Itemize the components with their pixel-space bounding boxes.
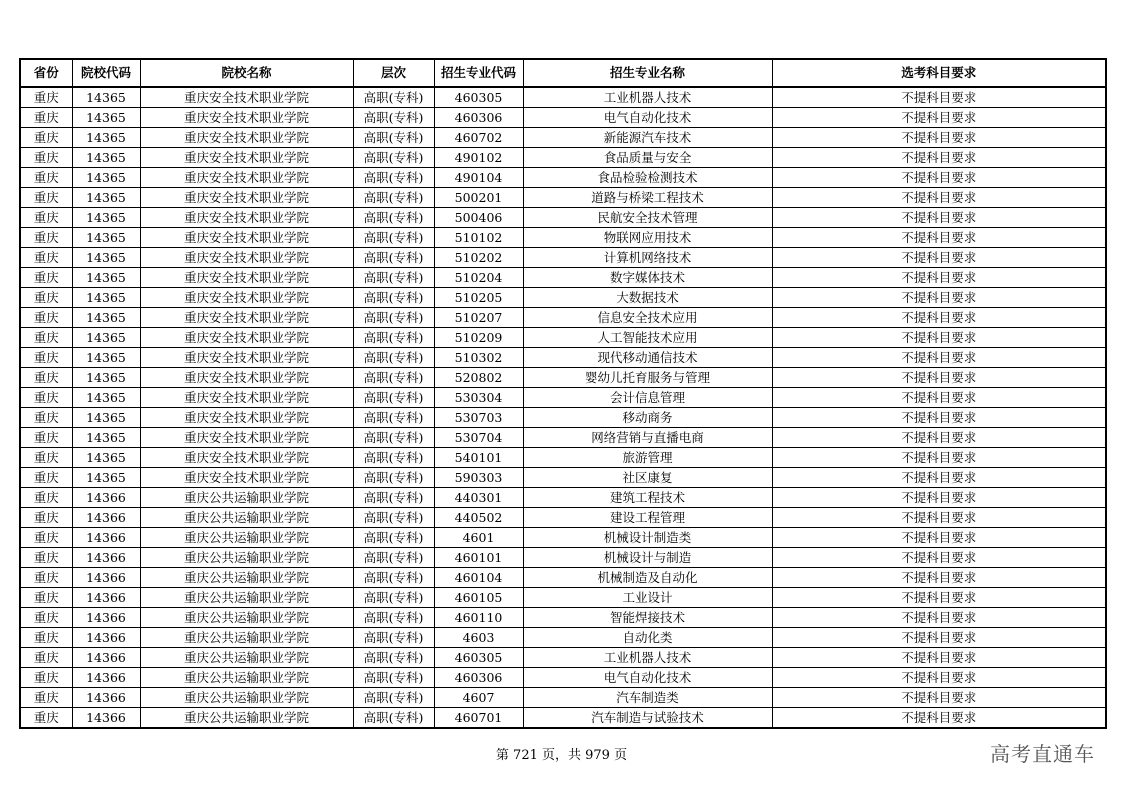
cell-school-code: 14365 (72, 468, 140, 488)
cell-school-name: 重庆公共运输职业学院 (140, 568, 353, 588)
table-row (20, 688, 1106, 708)
cell-school-code: 14365 (72, 148, 140, 168)
table-row (20, 488, 1106, 508)
cell-major-code: 460701 (434, 708, 523, 729)
cell-subject-requirement: 不提科目要求 (772, 308, 1106, 328)
cell-level: 高职(专科) (353, 268, 434, 288)
cell-major-code: 460305 (434, 648, 523, 668)
cell-major-code: 460105 (434, 588, 523, 608)
cell-major-name: 食品检验检测技术 (523, 168, 772, 188)
table-row (20, 308, 1106, 328)
cell-school-name: 重庆安全技术职业学院 (140, 168, 353, 188)
cell-subject-requirement: 不提科目要求 (772, 408, 1106, 428)
cell-province: 重庆 (20, 368, 72, 388)
cell-school-name: 重庆安全技术职业学院 (140, 408, 353, 428)
cell-major-name: 汽车制造与试验技术 (523, 708, 772, 729)
cell-school-name: 重庆安全技术职业学院 (140, 468, 353, 488)
header-row (20, 59, 1106, 87)
cell-major-code: 530304 (434, 388, 523, 408)
cell-major-code: 460104 (434, 568, 523, 588)
cell-major-name: 汽车制造类 (523, 688, 772, 708)
cell-major-code: 510209 (434, 328, 523, 348)
cell-province: 重庆 (20, 348, 72, 368)
table-row (20, 148, 1106, 168)
page-number: 第 721 页，共 979 页 (495, 748, 628, 763)
cell-major-name: 网络营销与直播电商 (523, 428, 772, 448)
cell-major-code: 440502 (434, 508, 523, 528)
table-body (20, 87, 1106, 728)
cell-school-name: 重庆公共运输职业学院 (140, 628, 353, 648)
cell-school-name: 重庆公共运输职业学院 (140, 668, 353, 688)
cell-school-code: 14365 (72, 108, 140, 128)
cell-major-code: 510205 (434, 288, 523, 308)
table-row (20, 668, 1106, 688)
cell-school-name: 重庆安全技术职业学院 (140, 448, 353, 468)
column-header-province: 省份 (20, 59, 72, 87)
cell-major-code: 460702 (434, 128, 523, 148)
cell-major-code: 490102 (434, 148, 523, 168)
table-row (20, 348, 1106, 368)
cell-province: 重庆 (20, 248, 72, 268)
cell-level: 高职(专科) (353, 87, 434, 108)
cell-school-code: 14365 (72, 188, 140, 208)
cell-level: 高职(专科) (353, 708, 434, 729)
cell-province: 重庆 (20, 87, 72, 108)
cell-province: 重庆 (20, 128, 72, 148)
cell-province: 重庆 (20, 308, 72, 328)
cell-major-name: 移动商务 (523, 408, 772, 428)
cell-subject-requirement: 不提科目要求 (772, 588, 1106, 608)
cell-province: 重庆 (20, 708, 72, 729)
cell-school-code: 14366 (72, 648, 140, 668)
cell-school-name: 重庆安全技术职业学院 (140, 128, 353, 148)
cell-major-name: 自动化类 (523, 628, 772, 648)
cell-level: 高职(专科) (353, 308, 434, 328)
cell-school-code: 14366 (72, 708, 140, 729)
table-row (20, 608, 1106, 628)
table-row (20, 708, 1106, 729)
cell-province: 重庆 (20, 608, 72, 628)
cell-major-code: 500201 (434, 188, 523, 208)
cell-major-code: 460110 (434, 608, 523, 628)
cell-province: 重庆 (20, 288, 72, 308)
column-header-school-name: 院校名称 (140, 59, 353, 87)
cell-subject-requirement: 不提科目要求 (772, 208, 1106, 228)
cell-major-code: 460306 (434, 108, 523, 128)
table-row (20, 288, 1106, 308)
cell-province: 重庆 (20, 488, 72, 508)
cell-subject-requirement: 不提科目要求 (772, 388, 1106, 408)
cell-school-code: 14365 (72, 428, 140, 448)
cell-major-code: 530704 (434, 428, 523, 448)
table-row (20, 568, 1106, 588)
cell-subject-requirement: 不提科目要求 (772, 708, 1106, 729)
cell-province: 重庆 (20, 208, 72, 228)
cell-subject-requirement: 不提科目要求 (772, 528, 1106, 548)
cell-subject-requirement: 不提科目要求 (772, 268, 1106, 288)
cell-major-code: 440301 (434, 488, 523, 508)
cell-province: 重庆 (20, 548, 72, 568)
cell-province: 重庆 (20, 528, 72, 548)
cell-major-name: 食品质量与安全 (523, 148, 772, 168)
table-row (20, 508, 1106, 528)
cell-major-name: 民航安全技术管理 (523, 208, 772, 228)
cell-subject-requirement: 不提科目要求 (772, 568, 1106, 588)
cell-major-code: 540101 (434, 448, 523, 468)
cell-subject-requirement: 不提科目要求 (772, 608, 1106, 628)
table-row (20, 87, 1106, 108)
table-row (20, 228, 1106, 248)
cell-major-code: 460101 (434, 548, 523, 568)
table-row (20, 648, 1106, 668)
table-row (20, 168, 1106, 188)
cell-province: 重庆 (20, 108, 72, 128)
cell-major-code: 510102 (434, 228, 523, 248)
cell-school-name: 重庆安全技术职业学院 (140, 108, 353, 128)
cell-major-name: 电气自动化技术 (523, 668, 772, 688)
table-row (20, 428, 1106, 448)
cell-level: 高职(专科) (353, 528, 434, 548)
cell-subject-requirement: 不提科目要求 (772, 288, 1106, 308)
cell-level: 高职(专科) (353, 348, 434, 368)
cell-major-name: 信息安全技术应用 (523, 308, 772, 328)
cell-province: 重庆 (20, 628, 72, 648)
cell-school-code: 14365 (72, 87, 140, 108)
cell-major-code: 460305 (434, 87, 523, 108)
cell-major-name: 大数据技术 (523, 288, 772, 308)
cell-school-code: 14366 (72, 488, 140, 508)
cell-province: 重庆 (20, 188, 72, 208)
cell-school-code: 14365 (72, 368, 140, 388)
cell-major-name: 智能焊接技术 (523, 608, 772, 628)
cell-major-name: 工业设计 (523, 588, 772, 608)
cell-school-code: 14365 (72, 348, 140, 368)
cell-major-code: 4607 (434, 688, 523, 708)
table-header (20, 59, 1106, 87)
cell-level: 高职(专科) (353, 448, 434, 468)
cell-major-name: 道路与桥梁工程技术 (523, 188, 772, 208)
table-row (20, 468, 1106, 488)
cell-level: 高职(专科) (353, 668, 434, 688)
column-header-subject-requirement: 选考科目要求 (772, 59, 1106, 87)
cell-school-code: 14365 (72, 268, 140, 288)
cell-school-code: 14366 (72, 668, 140, 688)
cell-level: 高职(专科) (353, 568, 434, 588)
table-row (20, 188, 1106, 208)
cell-major-name: 工业机器人技术 (523, 87, 772, 108)
column-header-level: 层次 (353, 59, 434, 87)
cell-major-code: 510202 (434, 248, 523, 268)
cell-school-code: 14365 (72, 408, 140, 428)
cell-subject-requirement: 不提科目要求 (772, 168, 1106, 188)
cell-level: 高职(专科) (353, 328, 434, 348)
cell-school-name: 重庆安全技术职业学院 (140, 328, 353, 348)
cell-level: 高职(专科) (353, 248, 434, 268)
cell-major-name: 现代移动通信技术 (523, 348, 772, 368)
cell-major-name: 会计信息管理 (523, 388, 772, 408)
cell-school-name: 重庆安全技术职业学院 (140, 308, 353, 328)
cell-level: 高职(专科) (353, 688, 434, 708)
cell-level: 高职(专科) (353, 388, 434, 408)
cell-school-code: 14365 (72, 168, 140, 188)
cell-school-code: 14366 (72, 628, 140, 648)
cell-school-code: 14365 (72, 328, 140, 348)
cell-level: 高职(专科) (353, 588, 434, 608)
cell-subject-requirement: 不提科目要求 (772, 488, 1106, 508)
column-header-school-code: 院校代码 (72, 59, 140, 87)
cell-school-name: 重庆公共运输职业学院 (140, 708, 353, 729)
cell-major-code: 510204 (434, 268, 523, 288)
cell-level: 高职(专科) (353, 168, 434, 188)
cell-major-code: 520802 (434, 368, 523, 388)
cell-province: 重庆 (20, 148, 72, 168)
cell-subject-requirement: 不提科目要求 (772, 328, 1106, 348)
column-header-major-code: 招生专业代码 (434, 59, 523, 87)
cell-level: 高职(专科) (353, 208, 434, 228)
cell-subject-requirement: 不提科目要求 (772, 668, 1106, 688)
cell-province: 重庆 (20, 168, 72, 188)
cell-school-code: 14366 (72, 688, 140, 708)
cell-province: 重庆 (20, 328, 72, 348)
cell-province: 重庆 (20, 668, 72, 688)
cell-subject-requirement: 不提科目要求 (772, 188, 1106, 208)
watermark-logo-text: 高考直通车 (990, 742, 1095, 766)
cell-major-name: 建筑工程技术 (523, 488, 772, 508)
cell-major-code: 500406 (434, 208, 523, 228)
cell-school-code: 14366 (72, 548, 140, 568)
cell-level: 高职(专科) (353, 408, 434, 428)
cell-school-code: 14366 (72, 608, 140, 628)
cell-school-name: 重庆公共运输职业学院 (140, 648, 353, 668)
cell-province: 重庆 (20, 268, 72, 288)
cell-school-name: 重庆安全技术职业学院 (140, 288, 353, 308)
cell-school-code: 14365 (72, 288, 140, 308)
cell-subject-requirement: 不提科目要求 (772, 228, 1106, 248)
cell-major-name: 婴幼儿托育服务与管理 (523, 368, 772, 388)
table-row (20, 328, 1106, 348)
cell-school-name: 重庆安全技术职业学院 (140, 388, 353, 408)
cell-major-name: 新能源汽车技术 (523, 128, 772, 148)
cell-school-code: 14365 (72, 388, 140, 408)
cell-major-name: 旅游管理 (523, 448, 772, 468)
cell-province: 重庆 (20, 648, 72, 668)
cell-province: 重庆 (20, 448, 72, 468)
cell-school-name: 重庆安全技术职业学院 (140, 428, 353, 448)
cell-school-name: 重庆安全技术职业学院 (140, 268, 353, 288)
cell-major-name: 机械制造及自动化 (523, 568, 772, 588)
cell-level: 高职(专科) (353, 508, 434, 528)
cell-school-code: 14366 (72, 508, 140, 528)
cell-province: 重庆 (20, 228, 72, 248)
cell-province: 重庆 (20, 688, 72, 708)
cell-school-name: 重庆安全技术职业学院 (140, 188, 353, 208)
cell-major-code: 510302 (434, 348, 523, 368)
cell-level: 高职(专科) (353, 648, 434, 668)
cell-major-code: 490104 (434, 168, 523, 188)
cell-school-code: 14365 (72, 248, 140, 268)
cell-school-name: 重庆公共运输职业学院 (140, 528, 353, 548)
cell-province: 重庆 (20, 388, 72, 408)
cell-major-name: 数字媒体技术 (523, 268, 772, 288)
cell-subject-requirement: 不提科目要求 (772, 248, 1106, 268)
cell-province: 重庆 (20, 468, 72, 488)
cell-subject-requirement: 不提科目要求 (772, 468, 1106, 488)
cell-school-name: 重庆安全技术职业学院 (140, 228, 353, 248)
cell-subject-requirement: 不提科目要求 (772, 688, 1106, 708)
cell-school-code: 14365 (72, 448, 140, 468)
cell-subject-requirement: 不提科目要求 (772, 87, 1106, 108)
cell-subject-requirement: 不提科目要求 (772, 448, 1106, 468)
admissions-table-container (19, 58, 1105, 729)
cell-major-name: 计算机网络技术 (523, 248, 772, 268)
cell-school-name: 重庆安全技术职业学院 (140, 148, 353, 168)
cell-subject-requirement: 不提科目要求 (772, 628, 1106, 648)
cell-level: 高职(专科) (353, 228, 434, 248)
table-row (20, 588, 1106, 608)
table-row (20, 408, 1106, 428)
cell-level: 高职(专科) (353, 628, 434, 648)
cell-level: 高职(专科) (353, 548, 434, 568)
cell-major-name: 机械设计制造类 (523, 528, 772, 548)
table-row (20, 368, 1106, 388)
cell-school-name: 重庆公共运输职业学院 (140, 548, 353, 568)
cell-major-code: 590303 (434, 468, 523, 488)
cell-school-name: 重庆安全技术职业学院 (140, 368, 353, 388)
cell-school-name: 重庆安全技术职业学院 (140, 87, 353, 108)
cell-major-name: 工业机器人技术 (523, 648, 772, 668)
cell-level: 高职(专科) (353, 148, 434, 168)
cell-school-code: 14366 (72, 528, 140, 548)
cell-school-code: 14365 (72, 228, 140, 248)
cell-subject-requirement: 不提科目要求 (772, 548, 1106, 568)
cell-major-code: 510207 (434, 308, 523, 328)
table-row (20, 128, 1106, 148)
cell-province: 重庆 (20, 428, 72, 448)
admissions-table (19, 58, 1107, 729)
cell-subject-requirement: 不提科目要求 (772, 348, 1106, 368)
cell-subject-requirement: 不提科目要求 (772, 648, 1106, 668)
cell-school-name: 重庆公共运输职业学院 (140, 508, 353, 528)
cell-major-code: 460306 (434, 668, 523, 688)
column-header-major-name: 招生专业名称 (523, 59, 772, 87)
cell-level: 高职(专科) (353, 108, 434, 128)
cell-major-code: 530703 (434, 408, 523, 428)
cell-school-code: 14365 (72, 128, 140, 148)
cell-level: 高职(专科) (353, 468, 434, 488)
cell-major-name: 建设工程管理 (523, 508, 772, 528)
cell-level: 高职(专科) (353, 428, 434, 448)
cell-province: 重庆 (20, 588, 72, 608)
table-row (20, 528, 1106, 548)
cell-level: 高职(专科) (353, 188, 434, 208)
cell-school-code: 14365 (72, 208, 140, 228)
cell-major-name: 物联网应用技术 (523, 228, 772, 248)
cell-school-code: 14366 (72, 588, 140, 608)
cell-major-name: 机械设计与制造 (523, 548, 772, 568)
table-row (20, 548, 1106, 568)
table-row (20, 108, 1106, 128)
cell-subject-requirement: 不提科目要求 (772, 508, 1106, 528)
cell-school-code: 14365 (72, 308, 140, 328)
cell-province: 重庆 (20, 408, 72, 428)
cell-province: 重庆 (20, 508, 72, 528)
cell-major-name: 社区康复 (523, 468, 772, 488)
cell-major-name: 电气自动化技术 (523, 108, 772, 128)
cell-school-code: 14366 (72, 568, 140, 588)
cell-level: 高职(专科) (353, 608, 434, 628)
cell-level: 高职(专科) (353, 288, 434, 308)
cell-school-name: 重庆公共运输职业学院 (140, 488, 353, 508)
cell-subject-requirement: 不提科目要求 (772, 428, 1106, 448)
cell-major-name: 人工智能技术应用 (523, 328, 772, 348)
cell-level: 高职(专科) (353, 128, 434, 148)
cell-level: 高职(专科) (353, 368, 434, 388)
cell-subject-requirement: 不提科目要求 (772, 128, 1106, 148)
cell-province: 重庆 (20, 568, 72, 588)
table-row (20, 208, 1106, 228)
table-row (20, 448, 1106, 468)
cell-school-name: 重庆安全技术职业学院 (140, 208, 353, 228)
cell-major-code: 4601 (434, 528, 523, 548)
cell-major-code: 4603 (434, 628, 523, 648)
table-row (20, 248, 1106, 268)
cell-subject-requirement: 不提科目要求 (772, 148, 1106, 168)
cell-subject-requirement: 不提科目要求 (772, 108, 1106, 128)
cell-level: 高职(专科) (353, 488, 434, 508)
table-row (20, 388, 1106, 408)
cell-school-name: 重庆公共运输职业学院 (140, 608, 353, 628)
cell-subject-requirement: 不提科目要求 (772, 368, 1106, 388)
table-row (20, 268, 1106, 288)
cell-school-name: 重庆公共运输职业学院 (140, 588, 353, 608)
table-row (20, 628, 1106, 648)
cell-school-name: 重庆安全技术职业学院 (140, 348, 353, 368)
cell-school-name: 重庆公共运输职业学院 (140, 688, 353, 708)
cell-school-name: 重庆安全技术职业学院 (140, 248, 353, 268)
